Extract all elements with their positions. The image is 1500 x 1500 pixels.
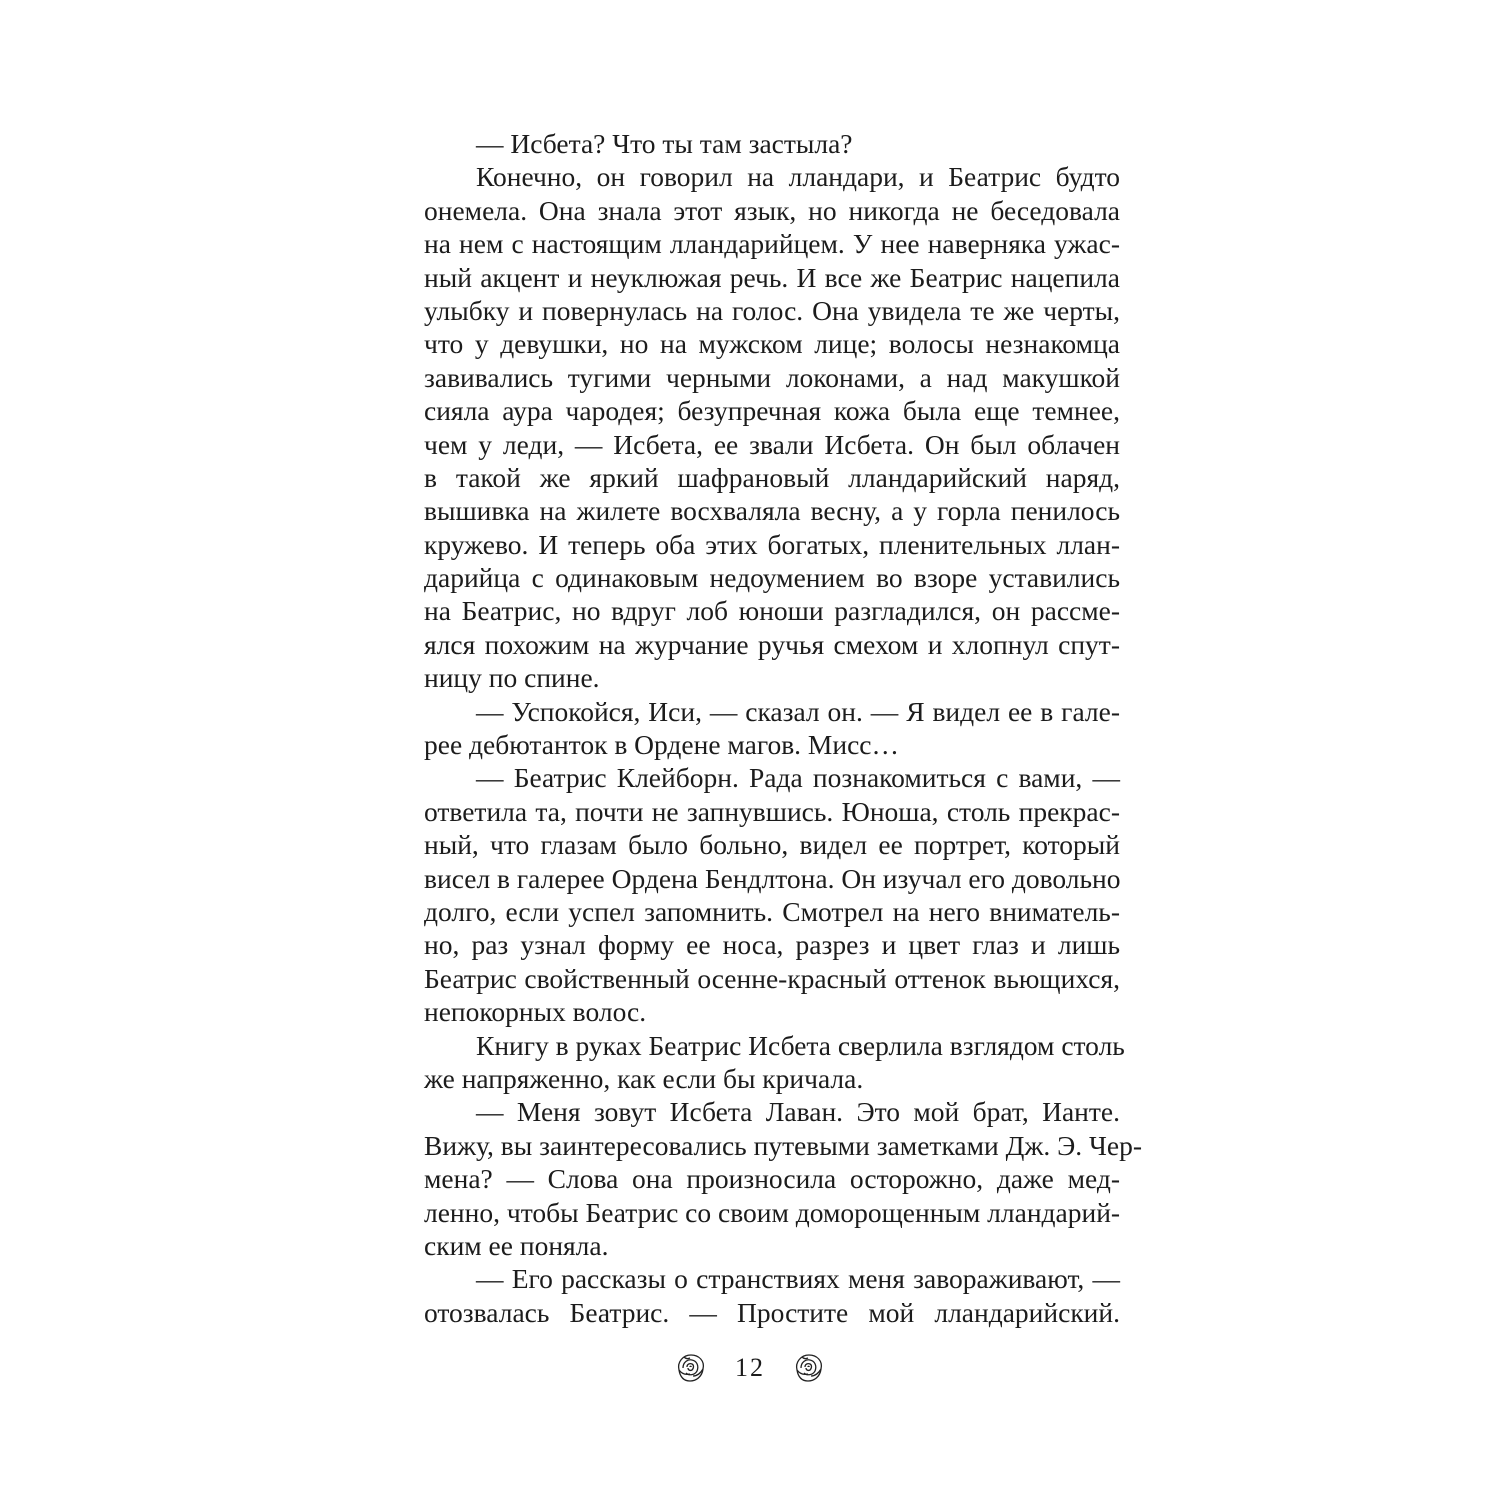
text-line: сияла аура чародея; безупречная кожа была еще темнее, [424,395,1120,427]
text-line: — Исбета? Что ты там застыла? [476,128,853,159]
rose-icon [671,1348,711,1388]
text-line: улыбку и повернулась на голос. Она увидела те же черты, [424,294,1120,326]
text-line: ялся похожим на журчание ручья смехом и хлопнул спут- [424,628,1120,660]
text-line: отозвалась Беатрис. — Простите мой лландарийский. [424,1296,1120,1328]
text-line: Конечно, он говорил на лландари, и Беатрис будто [476,161,1120,193]
text-line: онемела. Она знала этот язык, но никогда не беседовала [424,194,1120,226]
text-line: ницу по спине. [424,662,600,694]
page-body-text [424,127,1142,1329]
text-line: — Успокойся, Иси, — сказал он. — Я видел ее в гале- [476,695,1120,727]
text-line: ный акцент и неуклюжая речь. И все же Беатрис нацепила [424,261,1120,293]
page-footer [0,1348,1500,1388]
text-line: рее дебютанток в Ордене магов. Мисс… [424,729,900,761]
text-line: Беатрис свойственный осенне-красный оттенок вьющихся, [424,962,1120,994]
text-line: Книгу в руках Беатрис Исбета сверлила взглядом столь [476,1029,1125,1061]
text-line: висел в галерее Ордена Бендлтона. Он изучал его довольно [424,862,1121,894]
text-line: что у девушки, но на мужском лице; волосы незнакомца [424,328,1120,360]
text-line: в такой же яркий шафрановый лландарийский наряд, [424,461,1120,493]
text-line: кружево. И теперь оба этих богатых, пленительных ллан- [424,528,1120,560]
text-line: чем у леди, — Исбета, ее звали Исбета. Он был облачен [424,428,1120,460]
text-line: непокорных волос. [424,996,647,1028]
text-line: на нем с настоящим лландарийцем. У нее наверняка ужас- [424,228,1120,260]
text-line: ный, что глазам было больно, видел ее портрет, который [424,829,1120,861]
text-line: дарийца с одинаковым недоумением во взоре уставились [424,562,1120,594]
text-line: — Его рассказы о странствиях меня завораживают, — [476,1263,1120,1295]
text-line: вышивка на жилете восхваляла весну, а у горла пенилось [424,495,1120,527]
text-line: ленно, чтобы Беатрис со своим доморощенным лландарий- [424,1196,1121,1228]
rose-icon [789,1348,829,1388]
text-line: на Беатрис, но вдруг лоб юноши разгладился, он рассме- [424,595,1120,627]
text-line: Вижу, вы заинтересовались путевыми заметками Дж. Э. Чер- [424,1129,1142,1161]
text-line: — Меня зовут Исбета Лаван. Это мой брат, Ианте. [476,1096,1120,1128]
text-line: же напряженно, как если бы кричала. [424,1062,864,1094]
text-line: ответила та, почти не запнувшись. Юноша, столь прекрас- [424,795,1120,827]
text-line: долго, если успел запомнить. Смотрел на него вниматель- [424,895,1120,927]
text-line: мена? — Слова она произносила осторожно, даже мед- [424,1163,1120,1195]
text-line: но, раз узнал форму ее носа, разрез и цвет глаз и лишь [424,929,1120,961]
text-line: ским ее поняла. [424,1229,609,1261]
text-line: — Беатрис Клейборн. Рада познакомиться с вами, — [476,762,1120,794]
text-line: завивались тугими черными локонами, а над макушкой [424,361,1120,393]
page-number: 12 [735,1353,765,1382]
